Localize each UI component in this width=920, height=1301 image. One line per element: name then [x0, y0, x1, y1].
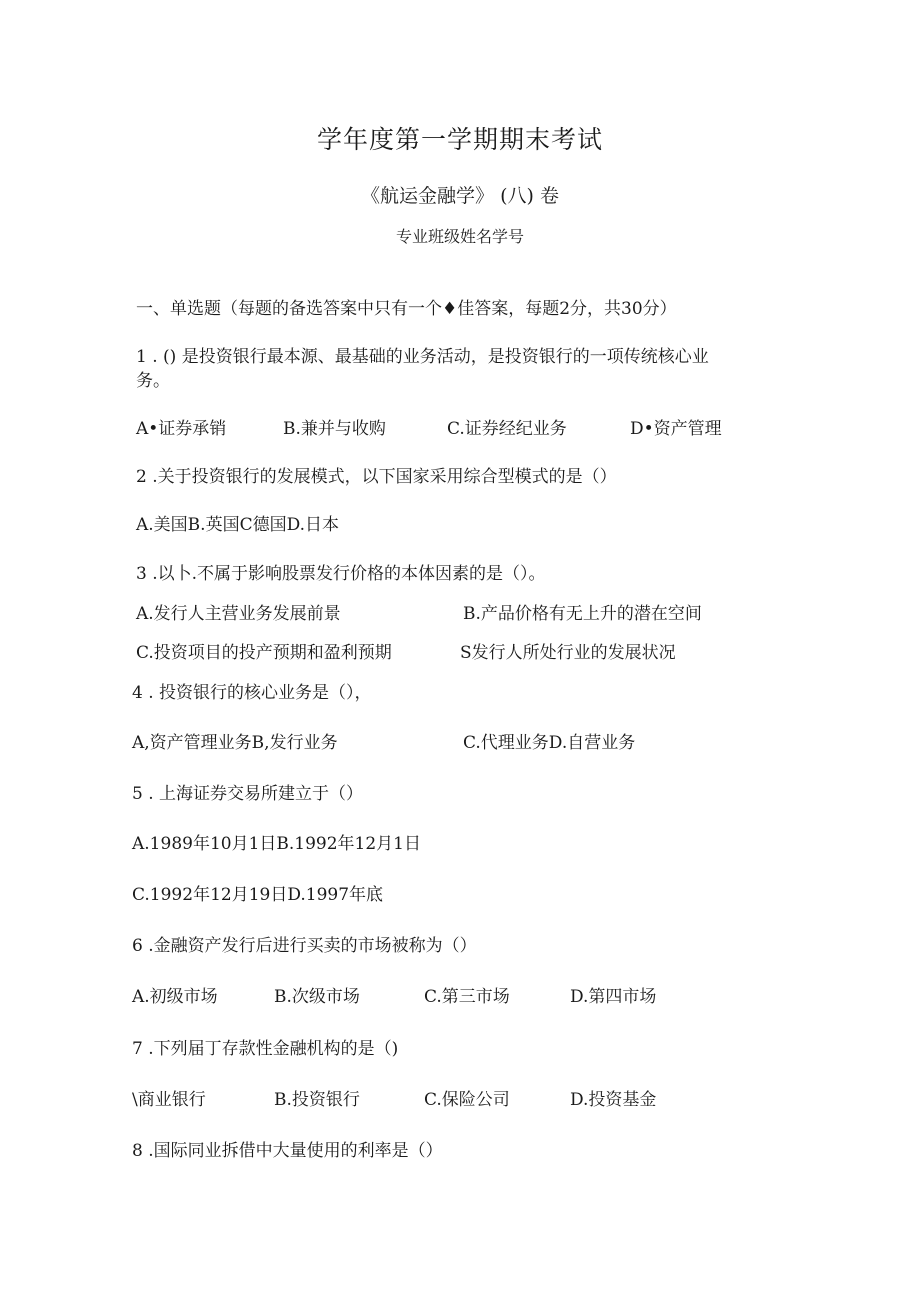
question-1-option-b: B.兼并与收购 — [283, 419, 386, 439]
question-1-stem: 1 . () 是投资银行最本源、最基础的业务活动，是投资银行的一项传统核心业 — [136, 347, 709, 367]
question-7-option-b: B.投资银行 — [274, 1090, 360, 1110]
question-1-option-a: A•证券承销 — [136, 419, 227, 439]
question-3-option-a: A.发行人主营业务发展前景 — [136, 604, 341, 624]
question-5-options-line1: A.1989年10月1日B.1992年12月1日 — [132, 834, 421, 854]
exam-title: 学年度第一学期期末考试 — [316, 125, 603, 154]
exam-subtitle: 《航运金融学》 (八) 卷 — [361, 185, 559, 207]
question-6-option-a: A.初级市场 — [132, 987, 218, 1007]
section-heading: 一、单选题（每题的备选答案中只有一个♦佳答案，每题2分，共30分） — [136, 299, 677, 319]
question-5-stem: 5 . 上海证券交易所建立于（） — [132, 784, 364, 804]
question-6-stem: 6 .金融资产发行后进行买卖的市场被称为（） — [132, 936, 477, 956]
question-6-option-d: D.第四市场 — [570, 987, 657, 1007]
question-7-option-c: C.保险公司 — [424, 1090, 510, 1110]
question-6-option-b: B.次级市场 — [274, 987, 360, 1007]
question-3-option-b: B.产品价格有无上升的潜在空间 — [463, 604, 702, 624]
question-7-option-d: D.投资基金 — [570, 1090, 657, 1110]
student-info-line: 专业班级姓名学号 — [395, 227, 524, 246]
question-2-options: A.美国B.英国C德国D.日本 — [136, 515, 340, 535]
question-4-option-ab: A,资产管理业务B,发行业务 — [132, 733, 338, 753]
question-7-option-a: \商业银行 — [132, 1090, 206, 1110]
question-5-options-line2: C.1992年12月19日D.1997年底 — [132, 885, 384, 905]
question-4-stem: 4 . 投资银行的核心业务是（）， — [132, 683, 372, 703]
question-6-option-c: C.第三市场 — [424, 987, 510, 1007]
question-4-option-cd: C.代理业务D.自营业务 — [463, 733, 636, 753]
question-2-stem: 2 .关于投资银行的发展模式，以下国家采用综合型模式的是（） — [136, 467, 617, 487]
question-1-option-d: D•资产管理 — [630, 419, 722, 439]
question-1-option-c: C.证券经纪业务 — [447, 419, 567, 439]
question-3-stem: 3 .以卜.不属于影响股票发行价格的本体因素的是（）。 — [136, 564, 546, 584]
question-1-stem-cont: 务。 — [136, 371, 170, 391]
question-8-stem: 8 .国际同业拆借中大量使用的利率是（） — [132, 1141, 443, 1161]
question-7-stem: 7 .下列届丁存款性金融机构的是（) — [132, 1039, 399, 1059]
question-3-option-d: S发行人所处行业的发展状况 — [460, 643, 676, 663]
question-3-option-c: C.投资项目的投产预期和盈利预期 — [136, 643, 392, 663]
